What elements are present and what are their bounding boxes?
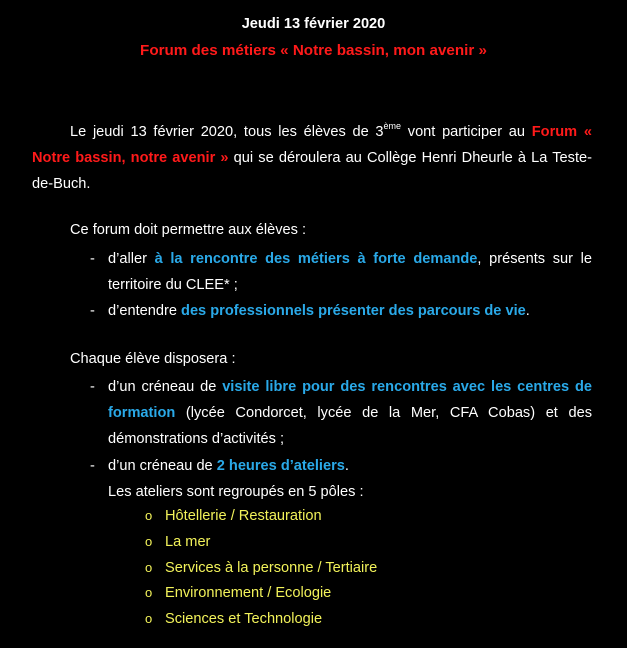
pole-item — [145, 611, 322, 627]
intro-paragraph — [32, 119, 592, 197]
section1-item-2 — [90, 298, 592, 324]
pole-label: La mer — [165, 534, 211, 550]
dash-marker: - — [90, 379, 95, 395]
forum-name-part-a: Forum — [531, 124, 578, 140]
dash-marker: - — [90, 458, 95, 474]
item-highlight: 2 heures d’ateliers — [216, 458, 345, 474]
item-prefix: d’un créneau de — [108, 379, 223, 395]
item-suffix: , présents sur le territoire du CLEE* ; — [108, 251, 593, 293]
pole-label: Services à la personne / Tertiaire — [165, 560, 378, 576]
pole-label: Sciences et Technologie — [165, 611, 323, 627]
item-suffix: . — [525, 303, 530, 319]
item-prefix: d’entendre — [108, 303, 182, 319]
pole-item — [145, 585, 331, 601]
dash-marker: - — [90, 303, 95, 319]
circle-bullet-icon: o — [145, 611, 153, 626]
circle-bullet-icon: o — [145, 508, 153, 523]
intro-text-a: Le jeudi 13 février 2020, tous les élèves de 3 — [70, 124, 384, 140]
pole-item — [145, 508, 322, 524]
item-highlight: visite libre pour des rencontres avec les centres de formation — [108, 379, 592, 421]
document-title: Forum des métiers « Notre bassin, mon avenir » — [140, 42, 487, 59]
item-prefix: d’un créneau de — [108, 458, 217, 474]
section1-item-1 — [90, 246, 593, 298]
circle-bullet-icon: o — [145, 560, 153, 575]
pole-label: Environnement / Ecologie — [165, 585, 332, 601]
item-prefix: d’aller — [108, 251, 155, 267]
item-suffix: (lycée Condorcet, lycée de la Mer, CFA Cobas) et des démonstrations d’activités ; — [108, 405, 592, 447]
item-suffix: . — [344, 458, 349, 474]
pole-item — [145, 534, 210, 550]
section1-lead: Ce forum doit permettre aux élèves : — [70, 222, 307, 238]
intro-superscript: ème — [383, 121, 402, 132]
circle-bullet-icon: o — [145, 534, 153, 549]
forum-name-part-b: « Notre bassin, notre avenir » — [32, 124, 592, 166]
pole-label: Hôtellerie / Restauration — [165, 508, 322, 524]
intro-text-c: qui se déroulera au Collège Henri Dheurle à La Teste-de-Buch. — [32, 150, 592, 192]
document-date: Jeudi 13 février 2020 — [241, 16, 386, 32]
dash-marker: - — [90, 251, 95, 267]
item-highlight: à la rencontre des métiers à forte demande — [154, 251, 478, 267]
poles-lead: Les ateliers sont regroupés en 5 pôles : — [108, 484, 364, 500]
section2-item-1 — [90, 374, 592, 452]
intro-text-b: vont participer au — [401, 124, 532, 140]
pole-item — [145, 560, 377, 576]
circle-bullet-icon: o — [145, 585, 153, 600]
item-highlight: des professionnels présenter des parcours de vie — [181, 303, 526, 319]
section2-item-2 — [90, 453, 592, 479]
section2-lead: Chaque élève disposera : — [70, 351, 236, 367]
